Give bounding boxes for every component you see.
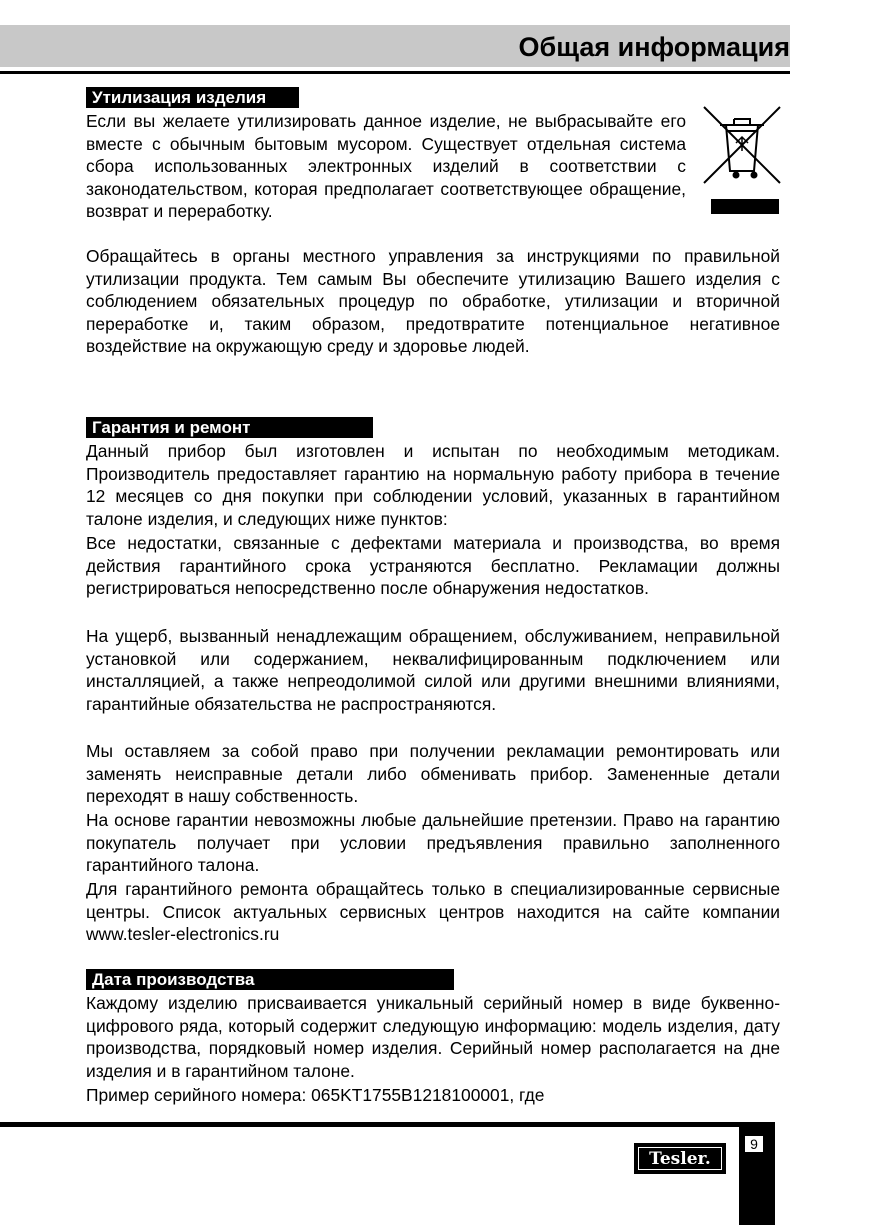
disposal-paragraph-1: Если вы желаете утилизировать данное изделие, не выбрасывайте его вместе с обычным бытовым мусором. Существует отдельная система сбора использованных электронных изделий в соответствии с законодательством, которая предполагает соответствующее обращение, возврат и переработку.	[86, 111, 686, 221]
warranty-paragraph-4: Мы оставляем за собой право при получении рекламации ремонтировать или заменять неисправные детали либо обменивать прибор. Замененные детали переходят в нашу собственность.	[86, 741, 780, 806]
crossed-out-bin-icon	[700, 103, 784, 187]
recycle-symbol-bar	[711, 199, 779, 214]
page-title: Общая информация	[518, 32, 790, 62]
section-heading-warranty: Гарантия и ремонт	[86, 417, 373, 438]
section-heading-production: Дата производства	[86, 969, 454, 990]
warranty-paragraph-5: На основе гарантии невозможны любые дальнейшие претензии. Право на гарантию покупатель получает при условии предъявления правильно заполненного гарантийного талона.	[86, 810, 780, 875]
production-paragraph-2: Пример серийного номера: 065KT1755B1218100001, где	[86, 1085, 545, 1105]
logo-text: Tesler.	[638, 1147, 722, 1170]
footer-rule	[0, 1122, 770, 1127]
section-heading-disposal: Утилизация изделия	[86, 87, 299, 108]
warranty-paragraph-2: Все недостатки, связанные с дефектами материала и производства, во время действия гарантийного срока устраняются бесплатно. Рекламации должны регистрироваться непосредственно после обнаружения недостатков.	[86, 533, 780, 598]
tesler-logo	[634, 1143, 726, 1174]
page-number: 9	[745, 1136, 763, 1152]
warranty-paragraph-6: Для гарантийного ремонта обращайтесь только в специализированные сервисные центры. Список актуальных сервисных центров находится на сайте компании www.tesler-electronics.ru	[86, 879, 780, 944]
production-paragraph-1: Каждому изделию присваивается уникальный серийный номер в виде буквенно-цифрового ряда, который содержит следующую информацию: модель изделия, дату производства, порядковый номер изделия. Серийный номер располагается на дне изделия и в гарантийном талоне.	[86, 993, 780, 1081]
warranty-paragraph-1: Данный прибор был изготовлен и испытан по необходимым методикам. Производитель предоставляет гарантию на нормальную работу прибора в течение 12 месяцев со дня покупки при соблюдении условий, указанных в гарантийном талоне изделия, и следующих ниже пунктов:	[86, 441, 780, 529]
warranty-paragraph-3: На ущерб, вызванный ненадлежащим обращением, обслуживанием, неправильной установкой или содержанием, неквалифицированным подключением или инсталляцией, а также непреодолимой силой или другими внешними влияниями, гарантийные обязательства не распространяются.	[86, 626, 780, 714]
header-rule	[0, 71, 790, 74]
disposal-paragraph-2: Обращайтесь в органы местного управления за инструкциями по правильной утилизации продукта. Тем самым Вы обеспечите утилизацию Вашего изделия с соблюдением обязательных процедур по обработке, утилизации и вторичной переработке и, таким образом, предотвратите потенциальное негативное воздействие на окружающую среду и здоровье людей.	[86, 246, 780, 356]
